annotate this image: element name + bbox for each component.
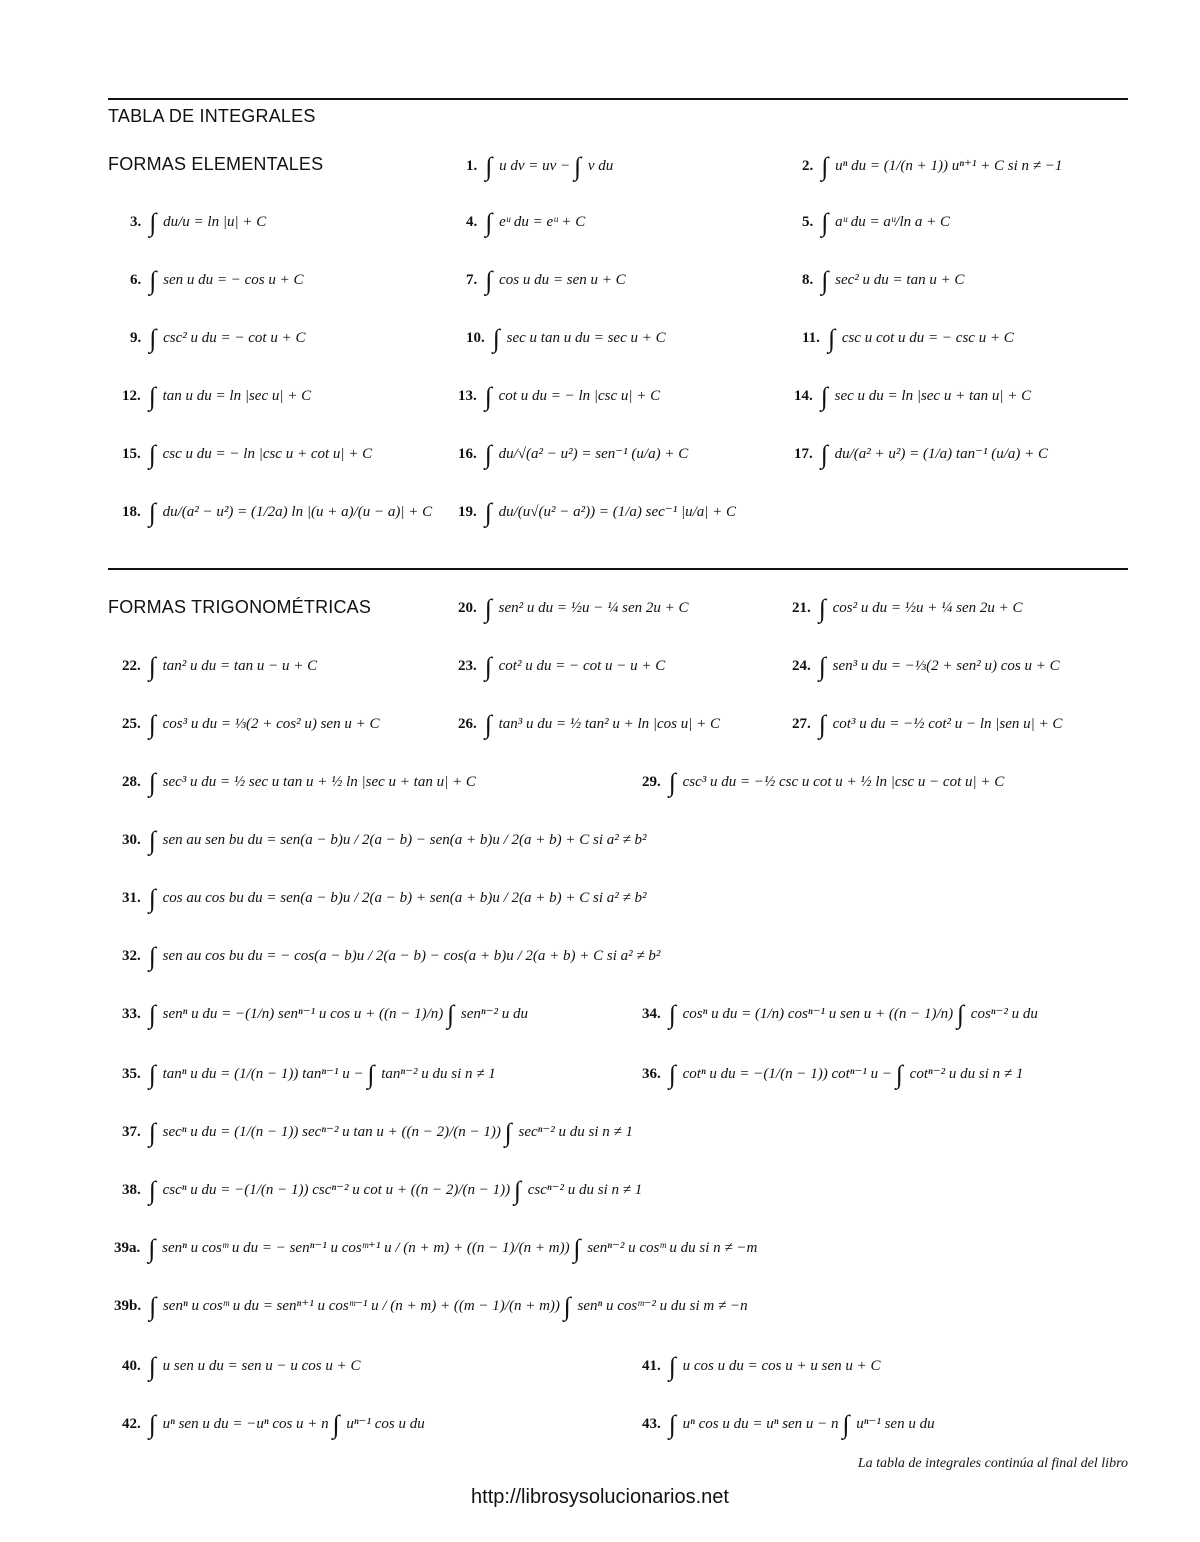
formula-16: [458, 440, 689, 469]
formula-expression: ∫ cos² u du = ½u + ¼ sen 2u + C: [818, 594, 1023, 623]
formula-expression: ∫ tan² u du = tan u − u + C: [148, 652, 318, 681]
top-rule: [108, 98, 1128, 100]
formula-expression: ∫ sen³ u du = −⅓(2 + sen² u) cos u + C: [818, 652, 1060, 681]
integral-sign: ∫: [484, 440, 492, 469]
formula-23: [458, 652, 666, 681]
integral-sign: ∫: [484, 382, 492, 411]
formula-34: [642, 1000, 1038, 1029]
formula-11: [802, 324, 1014, 353]
formula-number: 29.: [642, 774, 661, 790]
formula-number: 1.: [466, 158, 478, 174]
integral-sign: ∫: [148, 382, 156, 411]
continuation-note: La tabla de integrales continúa al final del libro: [857, 1456, 1128, 1471]
formula-number: 32.: [122, 948, 141, 964]
formula-4: [466, 208, 586, 237]
formula-number: 14.: [794, 388, 813, 404]
integral-sign: ∫: [668, 1060, 676, 1089]
formula-number: 33.: [122, 1006, 141, 1022]
integral-sign: ∫: [484, 594, 492, 623]
formula-number: 20.: [458, 600, 477, 616]
integral-sign: ∫: [563, 1292, 571, 1321]
integral-sign: ∫: [818, 710, 826, 739]
formula-number: 11.: [802, 330, 820, 346]
formula-expression: ∫ sec³ u du = ½ sec u tan u + ½ ln |sec u + tan u| + C: [148, 768, 476, 797]
formula-expression: ∫ cos³ u du = ⅓(2 + cos² u) sen u + C: [148, 710, 380, 739]
integral-sign: ∫: [573, 1234, 581, 1263]
formula-number: 39a.: [114, 1240, 141, 1256]
integral-sign: ∫: [485, 208, 493, 237]
integral-sign: ∫: [148, 652, 156, 681]
formula-expression: ∫ uⁿ cos u du = uⁿ sen u − n ∫ uⁿ⁻¹ sen u du: [668, 1410, 935, 1439]
integral-sign: ∫: [818, 652, 826, 681]
integral-sign: ∫: [821, 152, 829, 181]
integral-sign: ∫: [668, 1000, 676, 1029]
integral-sign: ∫: [149, 1292, 157, 1321]
formula-expression: ∫ tan³ u du = ½ tan² u + ln |cos u| + C: [484, 710, 720, 739]
formula-number: 12.: [122, 388, 141, 404]
integral-sign: ∫: [148, 1234, 156, 1263]
integral-sign: ∫: [148, 1060, 156, 1089]
formula-43: [642, 1410, 935, 1439]
formula-21: [792, 594, 1023, 623]
integral-sign: ∫: [827, 324, 836, 353]
integral-sign: ∫: [895, 1060, 903, 1089]
integral-sign: ∫: [818, 594, 826, 623]
formula-number: 35.: [122, 1066, 141, 1082]
formula-25: [122, 710, 380, 739]
integral-sign: ∫: [820, 440, 828, 469]
formula-number: 23.: [458, 658, 477, 674]
formula-1: [466, 152, 614, 181]
formula-expression: ∫ aᵘ du = aᵘ/ln a + C: [821, 208, 950, 237]
formula-number: 8.: [802, 272, 814, 288]
integral-sign: ∫: [492, 324, 500, 353]
integral-sign: ∫: [484, 652, 492, 681]
formula-number: 30.: [122, 832, 141, 848]
integral-sign: ∫: [149, 324, 157, 353]
integral-sign: ∫: [821, 266, 829, 295]
formula-expression: ∫ cosⁿ u du = (1/n) cosⁿ⁻¹ u sen u + ((n − 1)/n) ∫ cosⁿ⁻² u du: [668, 1000, 1038, 1029]
formula-expression: ∫ sec² u du = tan u + C: [821, 266, 965, 295]
formula-number: 18.: [122, 504, 141, 520]
formula-expression: ∫ du/(u√(u² − a²)) = (1/a) sec⁻¹ |u/a| + C: [484, 498, 737, 527]
integral-sign: ∫: [148, 768, 156, 797]
integral-sign: ∫: [148, 1352, 156, 1381]
formula-expression: ∫ senⁿ u cosᵐ u du = senⁿ⁺¹ u cosᵐ⁻¹ u / (n + m) + ((m − 1)/(n + m)) ∫ senⁿ u cosᵐ⁻² u du si m ≠ −n: [149, 1292, 748, 1321]
formula-8: [802, 266, 965, 295]
formula-33: [122, 1000, 529, 1029]
formula-expression: ∫ u dv = uv − ∫ v du: [485, 152, 614, 181]
formula-expression: ∫ du/(a² − u²) = (1/2a) ln |(u + a)/(u − a)| + C: [148, 498, 433, 527]
page-title: TABLA DE INTEGRALES: [108, 106, 316, 126]
integral-sign: ∫: [485, 152, 493, 181]
integral-sign: ∫: [821, 208, 829, 237]
formula-number: 5.: [802, 214, 814, 230]
integral-sign: ∫: [956, 1000, 965, 1029]
formula-14: [794, 382, 1032, 411]
integral-sign: ∫: [513, 1176, 522, 1205]
integral-sign: ∫: [668, 768, 676, 797]
formula-number: 27.: [792, 716, 811, 732]
formula-42: [122, 1410, 425, 1439]
formula-35: [122, 1060, 496, 1089]
formula-number: 40.: [122, 1358, 141, 1374]
integral-sign: ∫: [332, 1410, 340, 1439]
section-rule: [108, 568, 1128, 570]
formula-expression: ∫ du/u = ln |u| + C: [149, 208, 267, 237]
integral-sign: ∫: [668, 1410, 676, 1439]
formula-number: 19.: [458, 504, 477, 520]
formula-39b: [114, 1292, 748, 1321]
formula-27: [792, 710, 1063, 739]
section-heading-elementales: FORMAS ELEMENTALES: [108, 154, 324, 174]
formula-number: 43.: [642, 1416, 661, 1432]
formula-19: [458, 498, 737, 527]
formula-number: 16.: [458, 446, 477, 462]
formula-number: 21.: [792, 600, 811, 616]
formula-expression: ∫ uⁿ du = (1/(n + 1)) uⁿ⁺¹ + C si n ≠ −1: [821, 152, 1063, 181]
formula-expression: ∫ csc² u du = − cot u + C: [149, 324, 306, 353]
formula-18: [122, 498, 433, 527]
formula-expression: ∫ sen u du = − cos u + C: [149, 266, 304, 295]
formula-expression: ∫ senⁿ u cosᵐ u du = − senⁿ⁻¹ u cosᵐ⁺¹ u / (n + m) + ((n − 1)/(n + m)) ∫ senⁿ⁻² u cosᵐ u du si n ≠ −m: [148, 1234, 758, 1263]
formula-expression: ∫ cot³ u du = −½ cot² u − ln |sen u| + C: [818, 710, 1063, 739]
formula-30: [122, 826, 647, 855]
formula-number: 4.: [466, 214, 478, 230]
formula-expression: ∫ eᵘ du = eᵘ + C: [485, 208, 586, 237]
formula-17: [794, 440, 1049, 469]
integral-sign: ∫: [820, 382, 828, 411]
formula-39a: [114, 1234, 758, 1263]
formula-expression: ∫ senⁿ u du = −(1/n) senⁿ⁻¹ u cos u + ((n − 1)/n) ∫ senⁿ⁻² u du: [148, 1000, 529, 1029]
formula-number: 39b.: [114, 1298, 142, 1314]
formula-31: [122, 884, 647, 913]
integral-sign: ∫: [485, 266, 493, 295]
formula-expression: ∫ u cos u du = cos u + u sen u + C: [668, 1352, 881, 1381]
formula-number: 9.: [130, 330, 142, 346]
integral-sign: ∫: [149, 208, 157, 237]
formula-expression: ∫ tanⁿ u du = (1/(n − 1)) tanⁿ⁻¹ u − ∫ tanⁿ⁻² u du si n ≠ 1: [148, 1060, 496, 1089]
formula-38: [122, 1176, 643, 1205]
formula-41: [642, 1352, 881, 1381]
formula-20: [458, 594, 689, 623]
formula-expression: ∫ sec u tan u du = sec u + C: [492, 324, 666, 353]
formula-expression: ∫ sen² u du = ½u − ¼ sen 2u + C: [484, 594, 689, 623]
formula-expression: ∫ u sen u du = sen u − u cos u + C: [148, 1352, 361, 1381]
integral-sign: ∫: [148, 1118, 156, 1147]
integral-sign: ∫: [148, 498, 156, 527]
source-url: http://librosysolucionarios.net: [471, 1486, 729, 1508]
formula-15: [122, 440, 373, 469]
formula-number: 3.: [130, 214, 142, 230]
formula-40: [122, 1352, 361, 1381]
formula-expression: ∫ uⁿ sen u du = −uⁿ cos u + n ∫ uⁿ⁻¹ cos u du: [148, 1410, 425, 1439]
formula-expression: ∫ cotⁿ u du = −(1/(n − 1)) cotⁿ⁻¹ u − ∫ cotⁿ⁻² u du si n ≠ 1: [668, 1060, 1024, 1089]
formula-24: [792, 652, 1060, 681]
formula-26: [458, 710, 720, 739]
formula-number: 10.: [466, 330, 485, 346]
formula-9: [130, 324, 306, 353]
formula-3: [130, 208, 267, 237]
formula-number: 28.: [122, 774, 141, 790]
formula-number: 37.: [122, 1124, 141, 1140]
formula-number: 25.: [122, 716, 141, 732]
formula-expression: ∫ csc u cot u du = − csc u + C: [827, 324, 1014, 353]
formula-number: 22.: [122, 658, 141, 674]
integral-sign: ∫: [148, 440, 156, 469]
integral-sign: ∫: [504, 1118, 512, 1147]
formula-expression: ∫ sen au sen bu du = sen(a − b)u / 2(a − b) − sen(a + b)u / 2(a + b) + C si a² ≠ b²: [148, 826, 647, 855]
formula-number: 38.: [122, 1182, 141, 1198]
integral-sign: ∫: [148, 1000, 156, 1029]
integral-sign: ∫: [148, 1176, 156, 1205]
formula-12: [122, 382, 312, 411]
formula-28: [122, 768, 476, 797]
formula-2: [802, 152, 1063, 181]
formula-number: 42.: [122, 1416, 141, 1432]
formula-number: 34.: [642, 1006, 661, 1022]
formula-number: 26.: [458, 716, 477, 732]
formula-expression: ∫ csc u du = − ln |csc u + cot u| + C: [148, 440, 373, 469]
integral-sign: ∫: [484, 710, 492, 739]
formula-expression: ∫ cscⁿ u du = −(1/(n − 1)) cscⁿ⁻² u cot u + ((n − 2)/(n − 1)) ∫ cscⁿ⁻² u du si n ≠ 1: [148, 1176, 643, 1205]
formula-number: 24.: [792, 658, 811, 674]
formula-13: [458, 382, 661, 411]
formula-number: 15.: [122, 446, 141, 462]
formula-36: [642, 1060, 1024, 1089]
formula-32: [122, 942, 661, 971]
formula-number: 17.: [794, 446, 813, 462]
section-heading-trigonometricas: FORMAS TRIGONOMÉTRICAS: [108, 597, 372, 617]
formula-10: [466, 324, 666, 353]
integral-sign: ∫: [367, 1060, 375, 1089]
formula-7: [466, 266, 626, 295]
formula-expression: ∫ cos u du = sen u + C: [485, 266, 626, 295]
formula-37: [122, 1118, 634, 1147]
integral-sign: ∫: [148, 826, 156, 855]
formula-5: [802, 208, 950, 237]
formula-expression: ∫ sec u du = ln |sec u + tan u| + C: [820, 382, 1032, 411]
formula-expression: ∫ du/(a² + u²) = (1/a) tan⁻¹ (u/a) + C: [820, 440, 1049, 469]
integral-sign: ∫: [573, 152, 582, 181]
integral-sign: ∫: [149, 266, 157, 295]
formula-number: 31.: [122, 890, 141, 906]
integral-sign: ∫: [148, 942, 156, 971]
formula-29: [642, 768, 1005, 797]
formula-expression: ∫ cot u du = − ln |csc u| + C: [484, 382, 661, 411]
formula-expression: ∫ csc³ u du = −½ csc u cot u + ½ ln |csc u − cot u| + C: [668, 768, 1005, 797]
formula-22: [122, 652, 318, 681]
integral-sign: ∫: [484, 498, 492, 527]
formula-expression: ∫ secⁿ u du = (1/(n − 1)) secⁿ⁻² u tan u + ((n − 2)/(n − 1)) ∫ secⁿ⁻² u du si n ≠ 1: [148, 1118, 634, 1147]
integral-sign: ∫: [148, 1410, 156, 1439]
formula-expression: ∫ cos au cos bu du = sen(a − b)u / 2(a − b) + sen(a + b)u / 2(a + b) + C si a² ≠ b²: [148, 884, 647, 913]
formula-number: 6.: [130, 272, 142, 288]
formula-number: 13.: [458, 388, 477, 404]
formula-number: 7.: [466, 272, 478, 288]
integral-sign: ∫: [148, 884, 156, 913]
integral-sign: ∫: [668, 1352, 676, 1381]
integral-sign: ∫: [447, 1000, 455, 1029]
integral-sign: ∫: [842, 1410, 850, 1439]
integral-sign: ∫: [148, 710, 156, 739]
formula-number: 2.: [802, 158, 814, 174]
formula-expression: ∫ sen au cos bu du = − cos(a − b)u / 2(a − b) − cos(a + b)u / 2(a + b) + C si a² ≠ b²: [148, 942, 661, 971]
formula-expression: ∫ du/√(a² − u²) = sen⁻¹ (u/a) + C: [484, 440, 689, 469]
formula-expression: ∫ cot² u du = − cot u − u + C: [484, 652, 666, 681]
formula-6: [130, 266, 304, 295]
formula-number: 36.: [642, 1066, 661, 1082]
formula-expression: ∫ tan u du = ln |sec u| + C: [148, 382, 312, 411]
formula-number: 41.: [642, 1358, 661, 1374]
